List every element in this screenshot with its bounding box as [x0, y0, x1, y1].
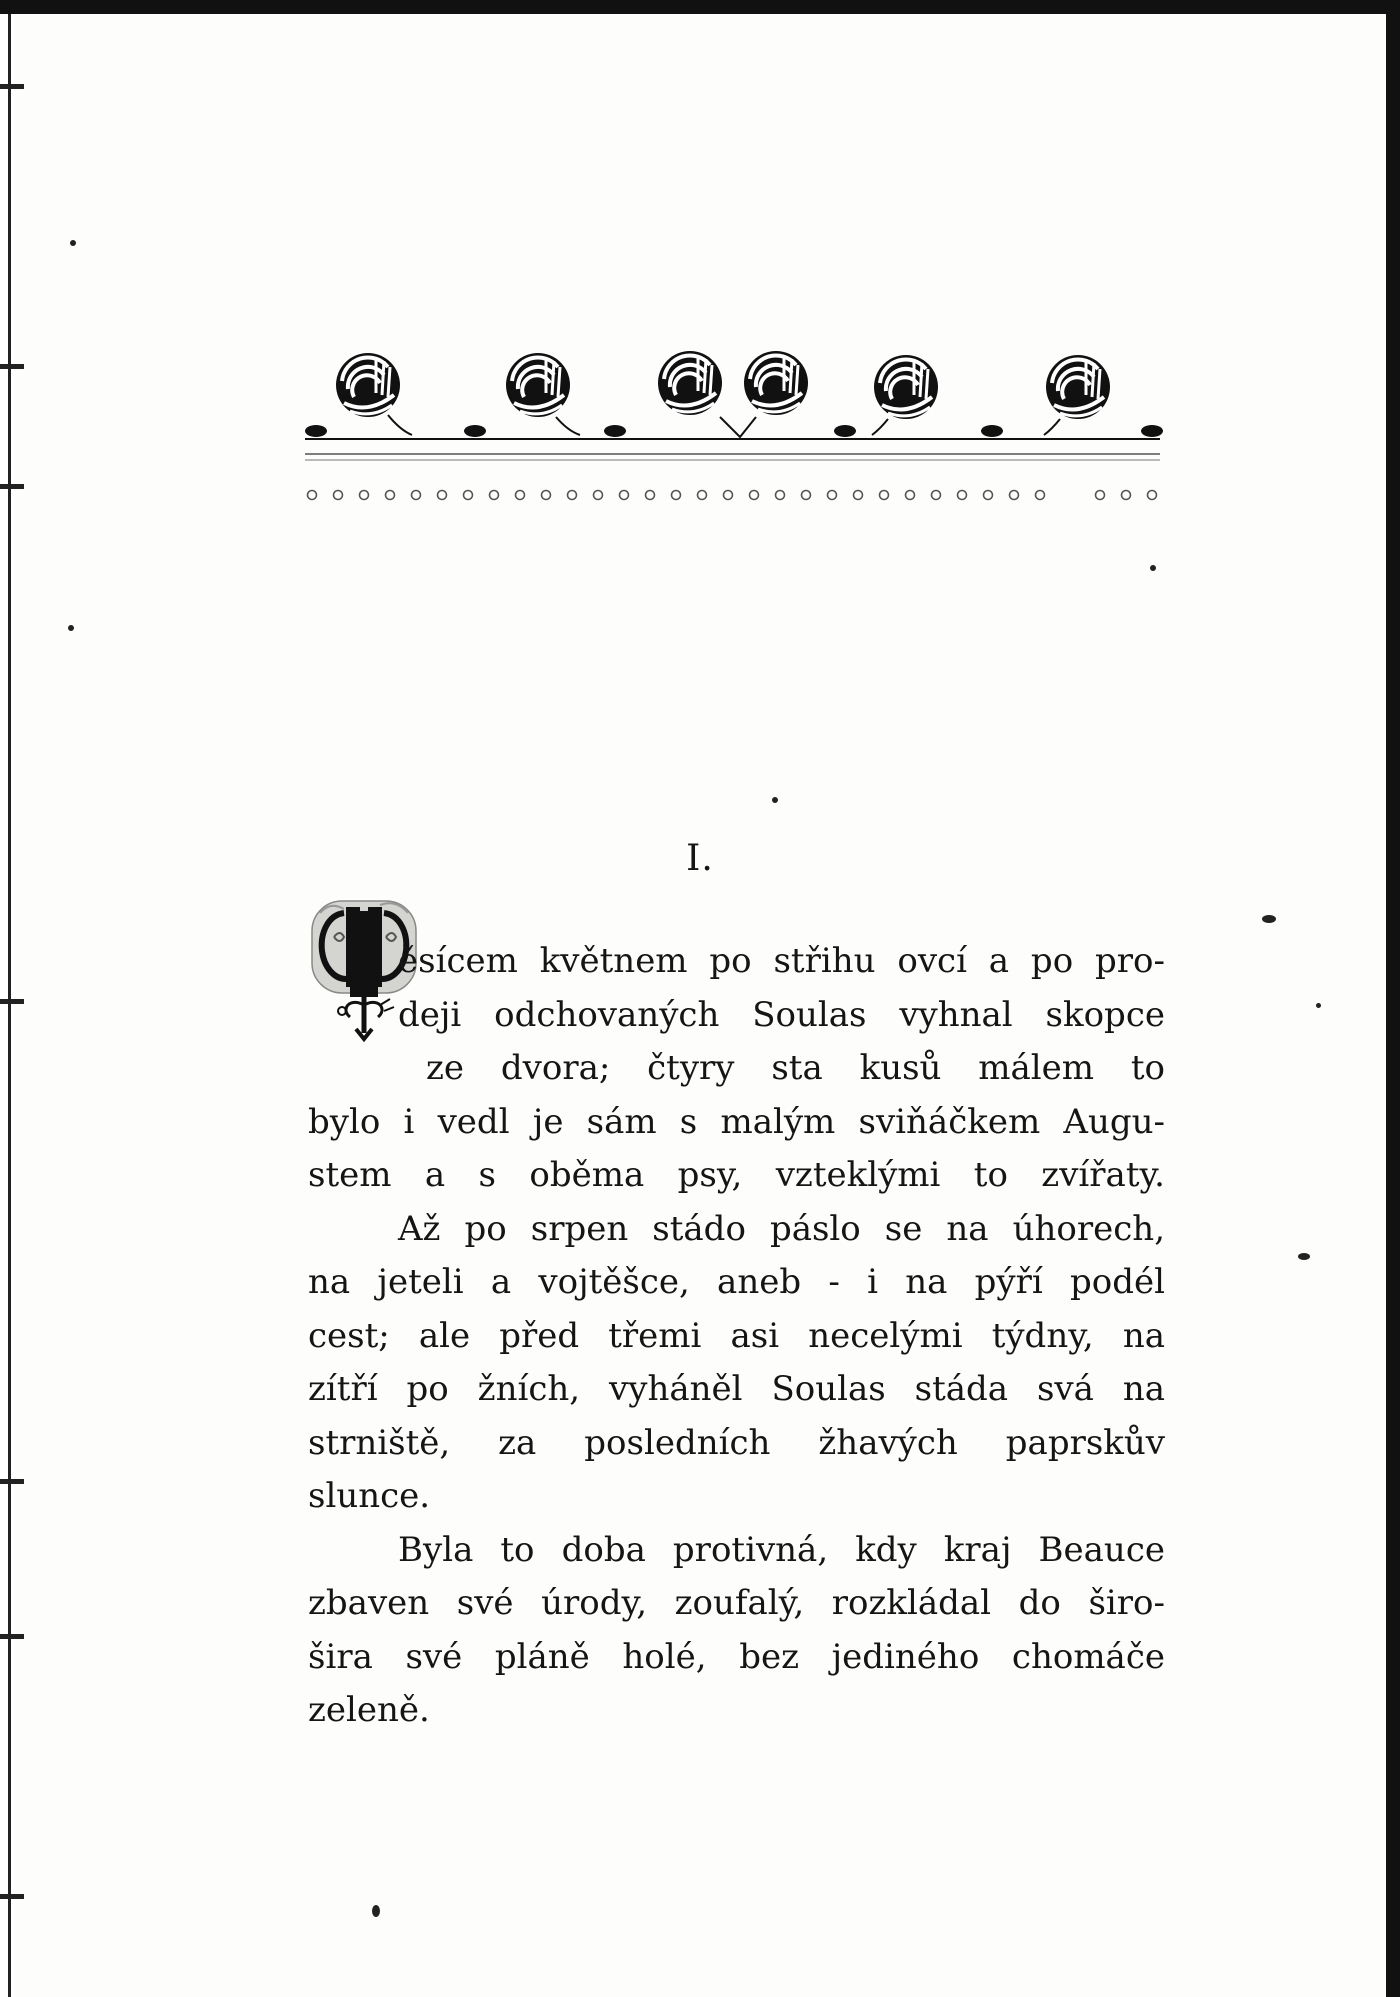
dust-speck	[1262, 915, 1276, 923]
text-line: na jeteli a vojtěšce, aneb - i na pýří podél	[308, 1262, 1165, 1302]
text-line: Až po srpen stádo páslo se na úhorech,	[398, 1208, 1165, 1249]
text-line: šira své pláně holé, bez jediného chomáče	[308, 1636, 1165, 1677]
text-line: cest; ale před třemi asi necelými týdny, na	[308, 1315, 1165, 1356]
text-line: ze dvora; čtyry sta kusů málem to	[426, 1048, 1165, 1088]
text-line: stem a s oběma psy, vzteklými to zvířaty.	[308, 1155, 1165, 1195]
dust-speck	[1298, 1253, 1310, 1260]
text-line: Byla to doba protivná, kdy kraj Beauce	[398, 1529, 1165, 1570]
text-line: zbaven své úrody, zoufalý, rozkládal do širo-	[308, 1583, 1165, 1623]
text-line: zítří po žních, vyháněl Soulas stáda svá na	[308, 1369, 1165, 1409]
text-line: ěsícem květnem po střihu ovcí a po pro-	[398, 941, 1165, 981]
text-line: zeleně.	[308, 1690, 430, 1730]
dust-speck	[1150, 565, 1156, 571]
floral-headpiece-icon	[300, 335, 1165, 510]
text-line: strniště, za posledních žhavých paprskův	[308, 1422, 1165, 1463]
text-line: slunce.	[308, 1476, 431, 1516]
text-line: deji odchovaných Soulas vyhnal skopce	[398, 994, 1165, 1035]
chapter-number: I.	[686, 838, 714, 879]
text-line: bylo i vedl je sám s malým sviňáčkem Augu-	[308, 1101, 1165, 1142]
dust-speck	[1316, 1003, 1321, 1008]
chapter-text	[308, 935, 1165, 1738]
paragraph-1	[308, 935, 1165, 1203]
dust-speck	[772, 797, 778, 803]
paragraph-2	[308, 1203, 1165, 1524]
dust-speck	[68, 625, 74, 631]
dust-speck	[70, 240, 76, 246]
paragraph-3	[308, 1524, 1165, 1738]
dust-speck	[372, 1905, 380, 1917]
